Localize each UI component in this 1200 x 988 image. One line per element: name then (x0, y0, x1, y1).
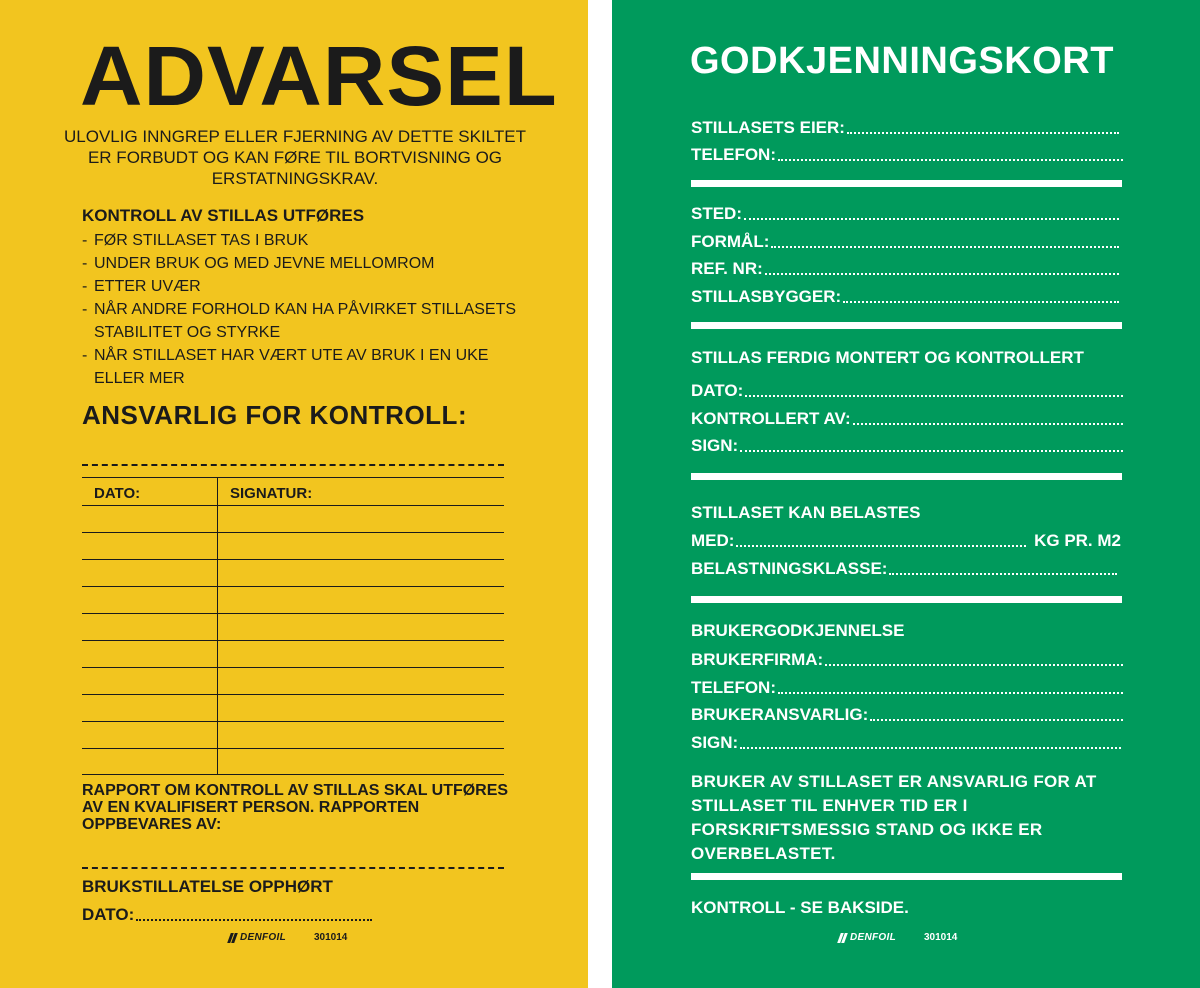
builder-field[interactable] (691, 287, 1119, 307)
field-label: BRUKERANSVARLIG: (691, 705, 869, 724)
field-dots[interactable] (825, 664, 1123, 666)
location-field[interactable] (691, 204, 1119, 224)
field-dots[interactable] (870, 719, 1123, 721)
inspection-item: - ETTER UVÆR (82, 275, 522, 298)
field-dots[interactable] (744, 218, 1119, 220)
inspection-heading: KONTROLL AV STILLAS UTFØRES (82, 206, 365, 225)
field-dots[interactable] (740, 747, 1121, 749)
product-code: 301014 (924, 932, 958, 943)
brand-logo: DENFOIL (228, 932, 286, 943)
date-dotted-line[interactable] (136, 905, 372, 921)
warning-card (0, 0, 588, 988)
product-code: 301014 (314, 932, 348, 943)
completed-date-field[interactable] (691, 381, 1123, 401)
date-label: DATO: (82, 905, 135, 924)
responsibility-note: BRUKER AV STILLASET ER ANSVARLIG FOR AT STILLASET TIL ENHVER TID ER I FORSKRIFTSMESSIG STAND OG IKKE ER OVERBELASTET. (691, 772, 1097, 863)
warning-text: ULOVLIG INNGREP ELLER FJERNING AV DETTE SKILTET ER FORBUDT OG KAN FØRE TIL BORTVISNING OG ERSTATNINGSKRAV. (64, 127, 526, 188)
section-divider (691, 180, 1122, 187)
table-row[interactable] (82, 694, 504, 695)
table-row[interactable] (82, 748, 504, 749)
table-row[interactable] (82, 505, 504, 506)
responsible-line[interactable] (82, 464, 504, 466)
field-label: DATO: (691, 381, 744, 400)
approval-title: GODKJENNINGSKORT (690, 40, 1114, 82)
field-dots[interactable] (745, 395, 1123, 397)
field-dots[interactable] (847, 132, 1119, 134)
inspection-item: - UNDER BRUK OG MED JEVNE MELLOMROM (82, 252, 522, 275)
section-divider (691, 322, 1122, 329)
field-label: SIGN: (691, 733, 739, 752)
inspection-item: - FØR STILLASET TAS I BRUK (82, 229, 522, 252)
permit-ended-date-field[interactable] (82, 905, 372, 925)
field-label: STILLASETS EIER: (691, 118, 845, 137)
field-dots[interactable] (778, 159, 1123, 161)
field-dots[interactable] (771, 246, 1119, 248)
completed-sign-field[interactable] (691, 436, 1123, 456)
inspection-log-table (82, 477, 504, 775)
checked-by-field[interactable] (691, 409, 1123, 429)
field-label: FORMÅL: (691, 232, 770, 251)
field-label: MED: (691, 531, 735, 550)
user-sign-field[interactable] (691, 733, 1121, 753)
field-label: BELASTNINGSKLASSE: (691, 559, 888, 578)
report-text: RAPPORT OM KONTROLL AV STILLAS SKAL UTFØRES AV EN KVALIFISERT PERSON. RAPPORTEN OPPBEVARES AV: (82, 782, 509, 833)
back-note: KONTROLL - SE BAKSIDE. (691, 898, 909, 917)
warning-title: ADVARSEL (80, 29, 558, 123)
brand-slash-icon (228, 933, 238, 943)
section-divider (691, 473, 1122, 480)
report-keeper-line[interactable] (82, 867, 504, 869)
table-column-divider (217, 478, 218, 774)
table-row[interactable] (82, 721, 504, 722)
field-dots[interactable] (889, 573, 1117, 575)
responsible-heading: ANSVARLIG FOR KONTROLL: (82, 400, 468, 430)
inspection-item: - NÅR STILLASET HAR VÆRT UTE AV BRUK I EN UKE ELLER MER (82, 344, 522, 390)
field-label: STED: (691, 204, 742, 223)
inspection-item: - NÅR ANDRE FORHOLD KAN HA PÅVIRKET STILLASETS STABILITET OG STYRKE (82, 298, 522, 344)
brand-slash-icon (838, 933, 848, 943)
table-row[interactable] (82, 586, 504, 587)
field-dots[interactable] (740, 450, 1123, 452)
table-row[interactable] (82, 667, 504, 668)
field-dots[interactable] (843, 301, 1119, 303)
footer (228, 932, 347, 943)
section-divider (691, 596, 1122, 603)
field-dots[interactable] (736, 545, 1026, 547)
permit-ended-heading: BRUKSTILLATELSE OPPHØRT (82, 877, 333, 896)
owner-field[interactable] (691, 118, 1119, 138)
user-company-field[interactable] (691, 650, 1123, 670)
load-unit: KG PR. M2 (1034, 531, 1121, 550)
user-phone-field[interactable] (691, 678, 1123, 698)
completed-heading: STILLAS FERDIG MONTERT OG KONTROLLERT (691, 348, 1084, 367)
section-divider (691, 873, 1122, 880)
footer (838, 932, 957, 943)
table-row[interactable] (82, 559, 504, 560)
load-heading: STILLASET KAN BELASTES (691, 503, 921, 522)
load-class-field[interactable] (691, 559, 1117, 579)
phone-field[interactable] (691, 145, 1123, 165)
table-row[interactable] (82, 532, 504, 533)
field-dots[interactable] (778, 692, 1123, 694)
user-responsible-field[interactable] (691, 705, 1123, 725)
field-label: STILLASBYGGER: (691, 287, 842, 306)
field-label: TELEFON: (691, 678, 776, 697)
inspection-list (82, 229, 522, 390)
user-approval-heading: BRUKERGODKJENNELSE (691, 621, 905, 640)
ref-field[interactable] (691, 259, 1119, 279)
table-row[interactable] (82, 640, 504, 641)
load-with-field[interactable] (691, 531, 1121, 551)
purpose-field[interactable] (691, 232, 1119, 252)
field-label: SIGN: (691, 436, 739, 455)
table-header-date: DATO: (94, 485, 141, 502)
table-row[interactable] (82, 613, 504, 614)
table-header-signature: SIGNATUR: (230, 485, 313, 502)
field-dots[interactable] (853, 423, 1123, 425)
field-label: BRUKERFIRMA: (691, 650, 824, 669)
brand-logo: DENFOIL (838, 932, 896, 943)
approval-card (612, 0, 1200, 988)
field-dots[interactable] (765, 273, 1119, 275)
field-label: REF. NR: (691, 259, 763, 278)
field-label: TELEFON: (691, 145, 776, 164)
field-label: KONTROLLERT AV: (691, 409, 851, 428)
